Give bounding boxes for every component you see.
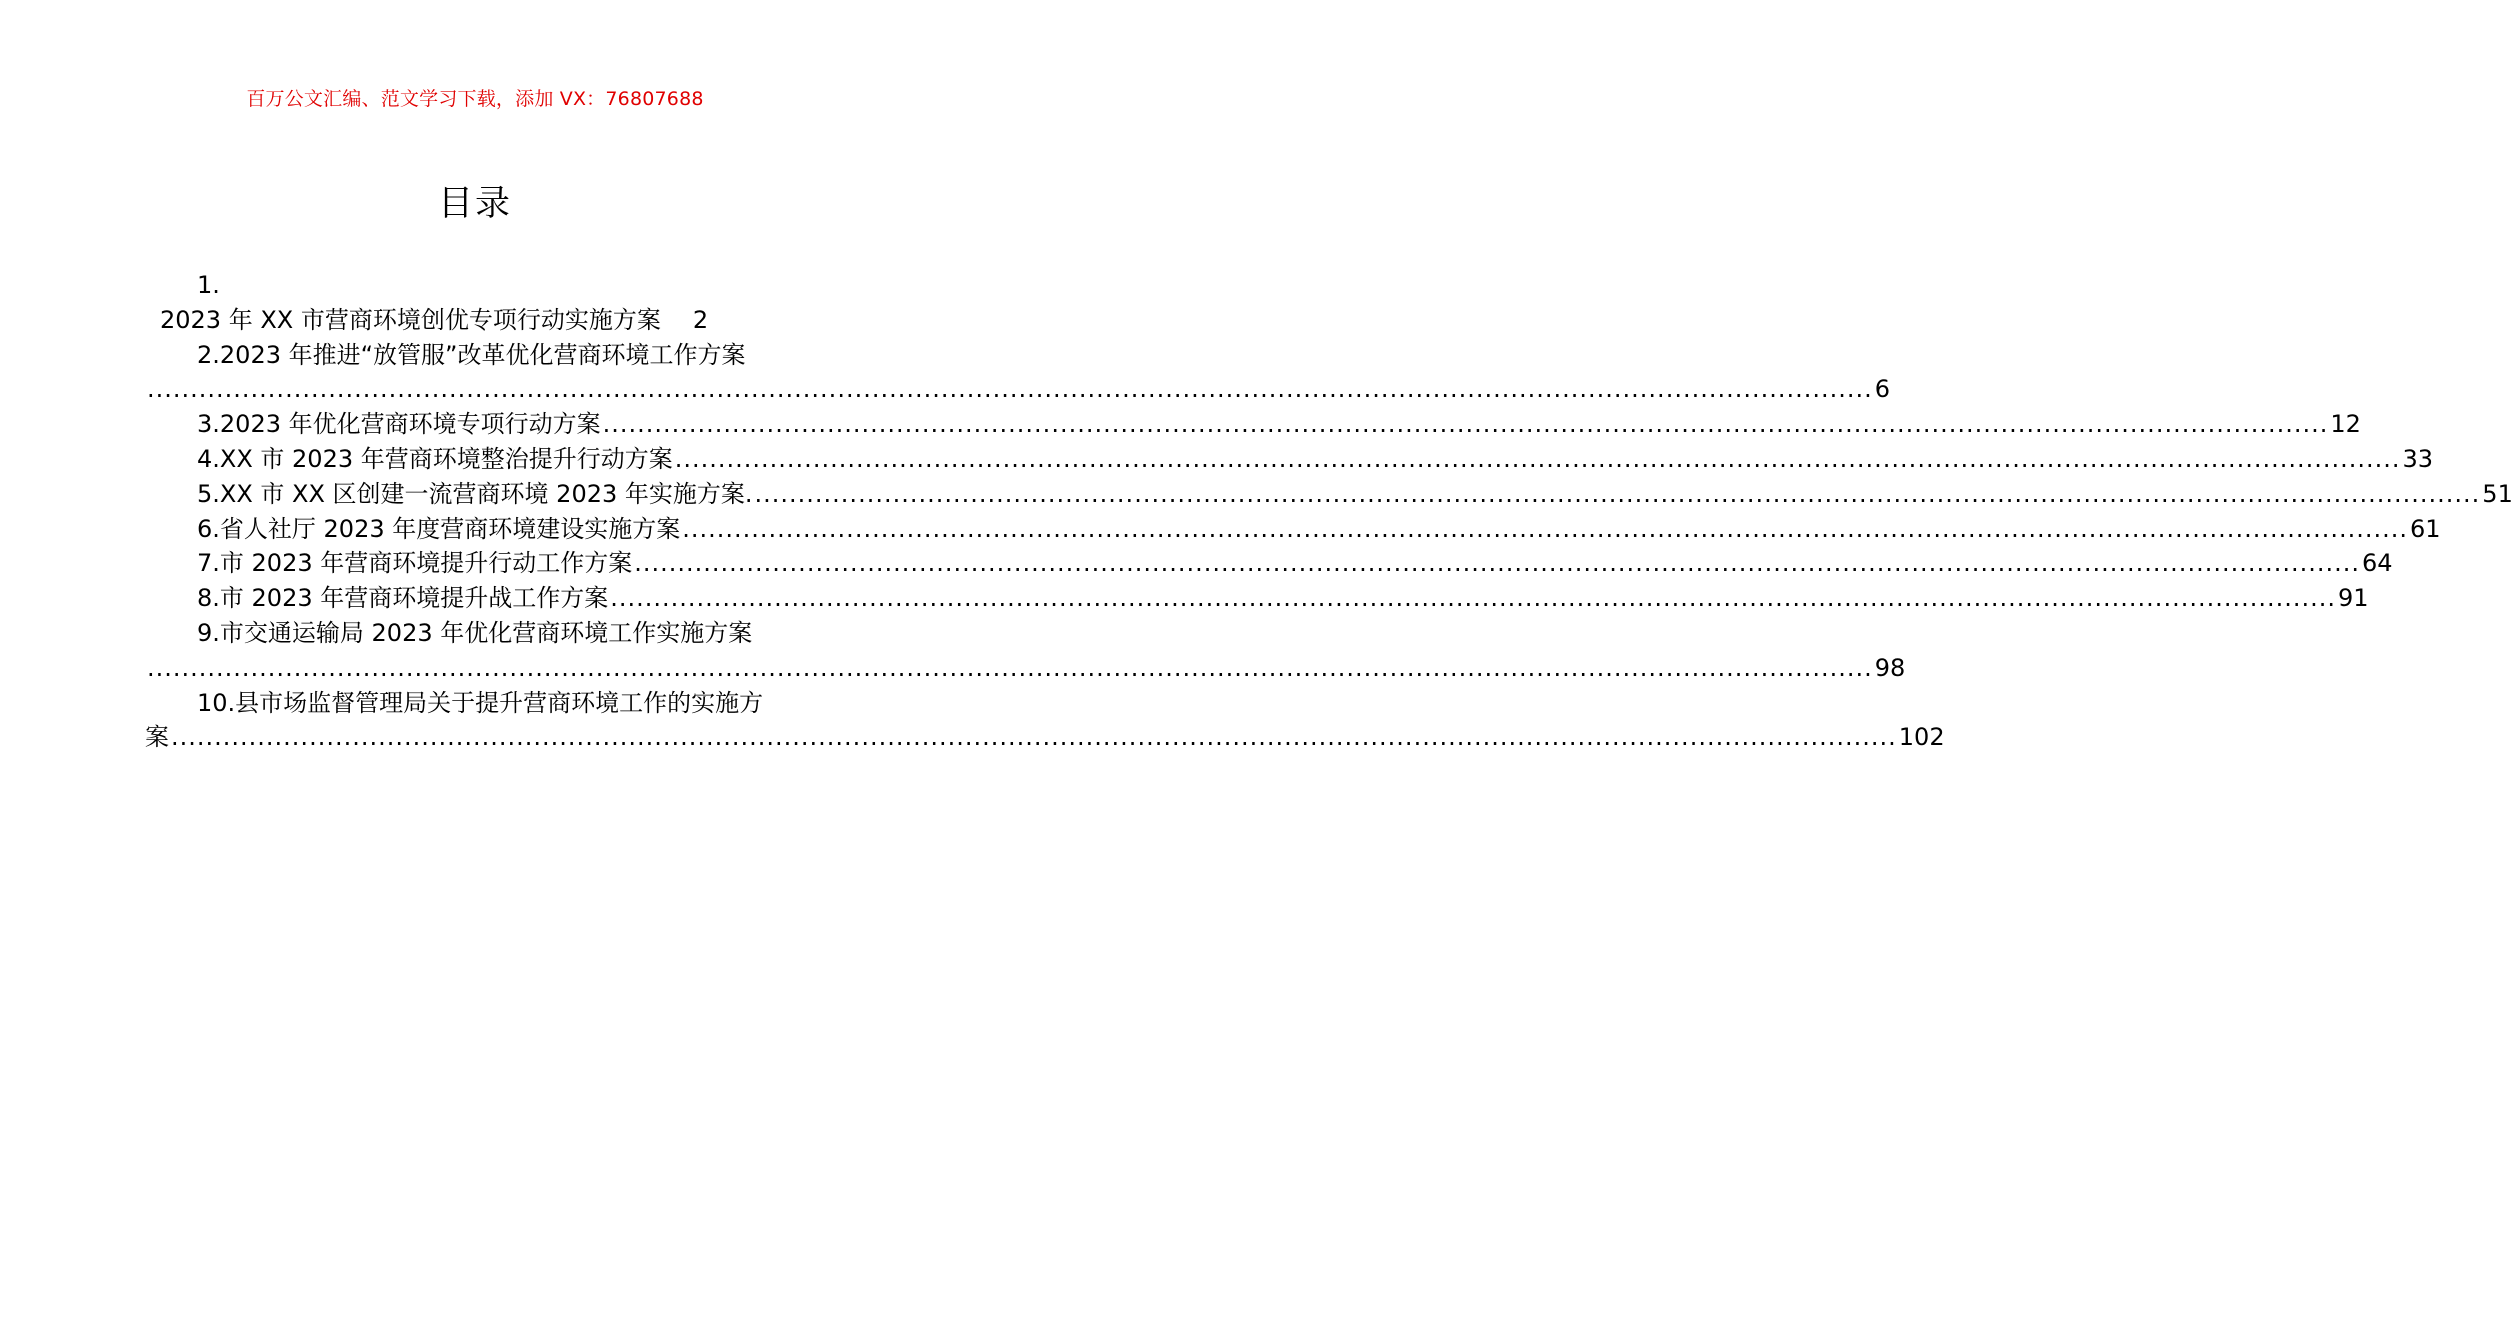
- toc-entry-7-page: 64: [2362, 549, 2393, 578]
- toc-leader: ........................................................................................................................................................................................................: [682, 514, 2409, 543]
- toc-leader: ........................................................................................................................................................................................................: [610, 584, 2337, 613]
- toc-entry-4-title: 4.XX 市 2023 年营商环境整治提升行动方案: [197, 444, 673, 473]
- toc-entry-1-page: 2: [692, 305, 709, 334]
- toc-entry-10[interactable]: [145, 686, 807, 721]
- toc-entry-4[interactable]: [145, 442, 2434, 477]
- toc-leader: ........................................................................................................................................................................................................: [171, 723, 1897, 752]
- toc-entry-8[interactable]: [145, 581, 2369, 616]
- page-title: 目录: [437, 184, 512, 224]
- table-of-contents: [145, 268, 2513, 755]
- toc-entry-9-page: 98: [1874, 653, 1906, 682]
- toc-entry-3-page: 12: [2330, 410, 2361, 439]
- toc-entry-1-number-line: [145, 268, 807, 303]
- toc-entry-7-title: 7.市 2023 年营商环境提升行动工作方案: [197, 549, 633, 578]
- toc-entry-3-title: 3.2023 年优化营商环境专项行动方案: [197, 410, 601, 439]
- toc-leader: ........................................................................................................................................................................................................: [634, 549, 2361, 578]
- toc-entry-2-page: 6: [1874, 375, 1891, 404]
- toc-entry-1[interactable]: [145, 303, 807, 338]
- toc-entry-8-title: 8.市 2023 年营商环境提升战工作方案: [197, 584, 609, 613]
- toc-entry-1-title: 2023 年 XX 市营商环境创优专项行动实施方案: [160, 305, 661, 334]
- toc-entry-10-title-line2: 案: [145, 723, 169, 752]
- toc-entry-6[interactable]: [145, 512, 2441, 547]
- toc-entry-2[interactable]: [145, 338, 807, 373]
- toc-entry-10-leader-line: [145, 720, 1945, 755]
- toc-entry-5[interactable]: [145, 477, 2513, 512]
- toc-entry-10-page: 102: [1898, 723, 1945, 752]
- toc-entry-6-title: 6.省人社厅 2023 年度营商环境建设实施方案: [197, 514, 681, 543]
- toc-entry-3[interactable]: [145, 407, 2361, 442]
- header-note: 百万公文汇编、范文学习下载，添加 VX：76807688: [246, 88, 704, 110]
- toc-entry-5-title: 5.XX 市 XX 区创建一流营商环境 2023 年实施方案.: [197, 479, 753, 508]
- toc-leader: ........................................................................................................................................................................................................: [147, 653, 1873, 682]
- toc-entry-9-leader-line: [145, 651, 1906, 686]
- toc-entry-10-title-line1: 10.县市场监督管理局关于提升营商环境工作的实施方: [197, 688, 764, 717]
- toc-entry-2-leader-line: [145, 372, 1891, 407]
- toc-leader: ........................................................................................................................................................................................................: [674, 444, 2401, 473]
- toc-leader: ........................................................................................................................................................................................................: [147, 375, 1873, 404]
- toc-leader: ........................................................................................................................................................................................................: [754, 479, 2481, 508]
- toc-entry-1-number: 1.: [197, 271, 220, 299]
- toc-entry-2-title: 2.2023 年推进“放管服”改革优化营商环境工作方案: [197, 340, 746, 369]
- toc-entry-8-page: 91: [2338, 584, 2369, 613]
- toc-entry-9-title: 9.市交通运输局 2023 年优化营商环境工作实施方案: [197, 618, 753, 647]
- toc-leader: ........................................................................................................................................................................................................: [602, 410, 2329, 439]
- toc-entry-4-page: 33: [2402, 444, 2434, 473]
- toc-entry-5-page: 51: [2482, 479, 2513, 508]
- toc-entry-7[interactable]: [145, 546, 2393, 581]
- toc-entry-6-page: 61: [2410, 514, 2441, 543]
- toc-entry-9[interactable]: [145, 616, 807, 651]
